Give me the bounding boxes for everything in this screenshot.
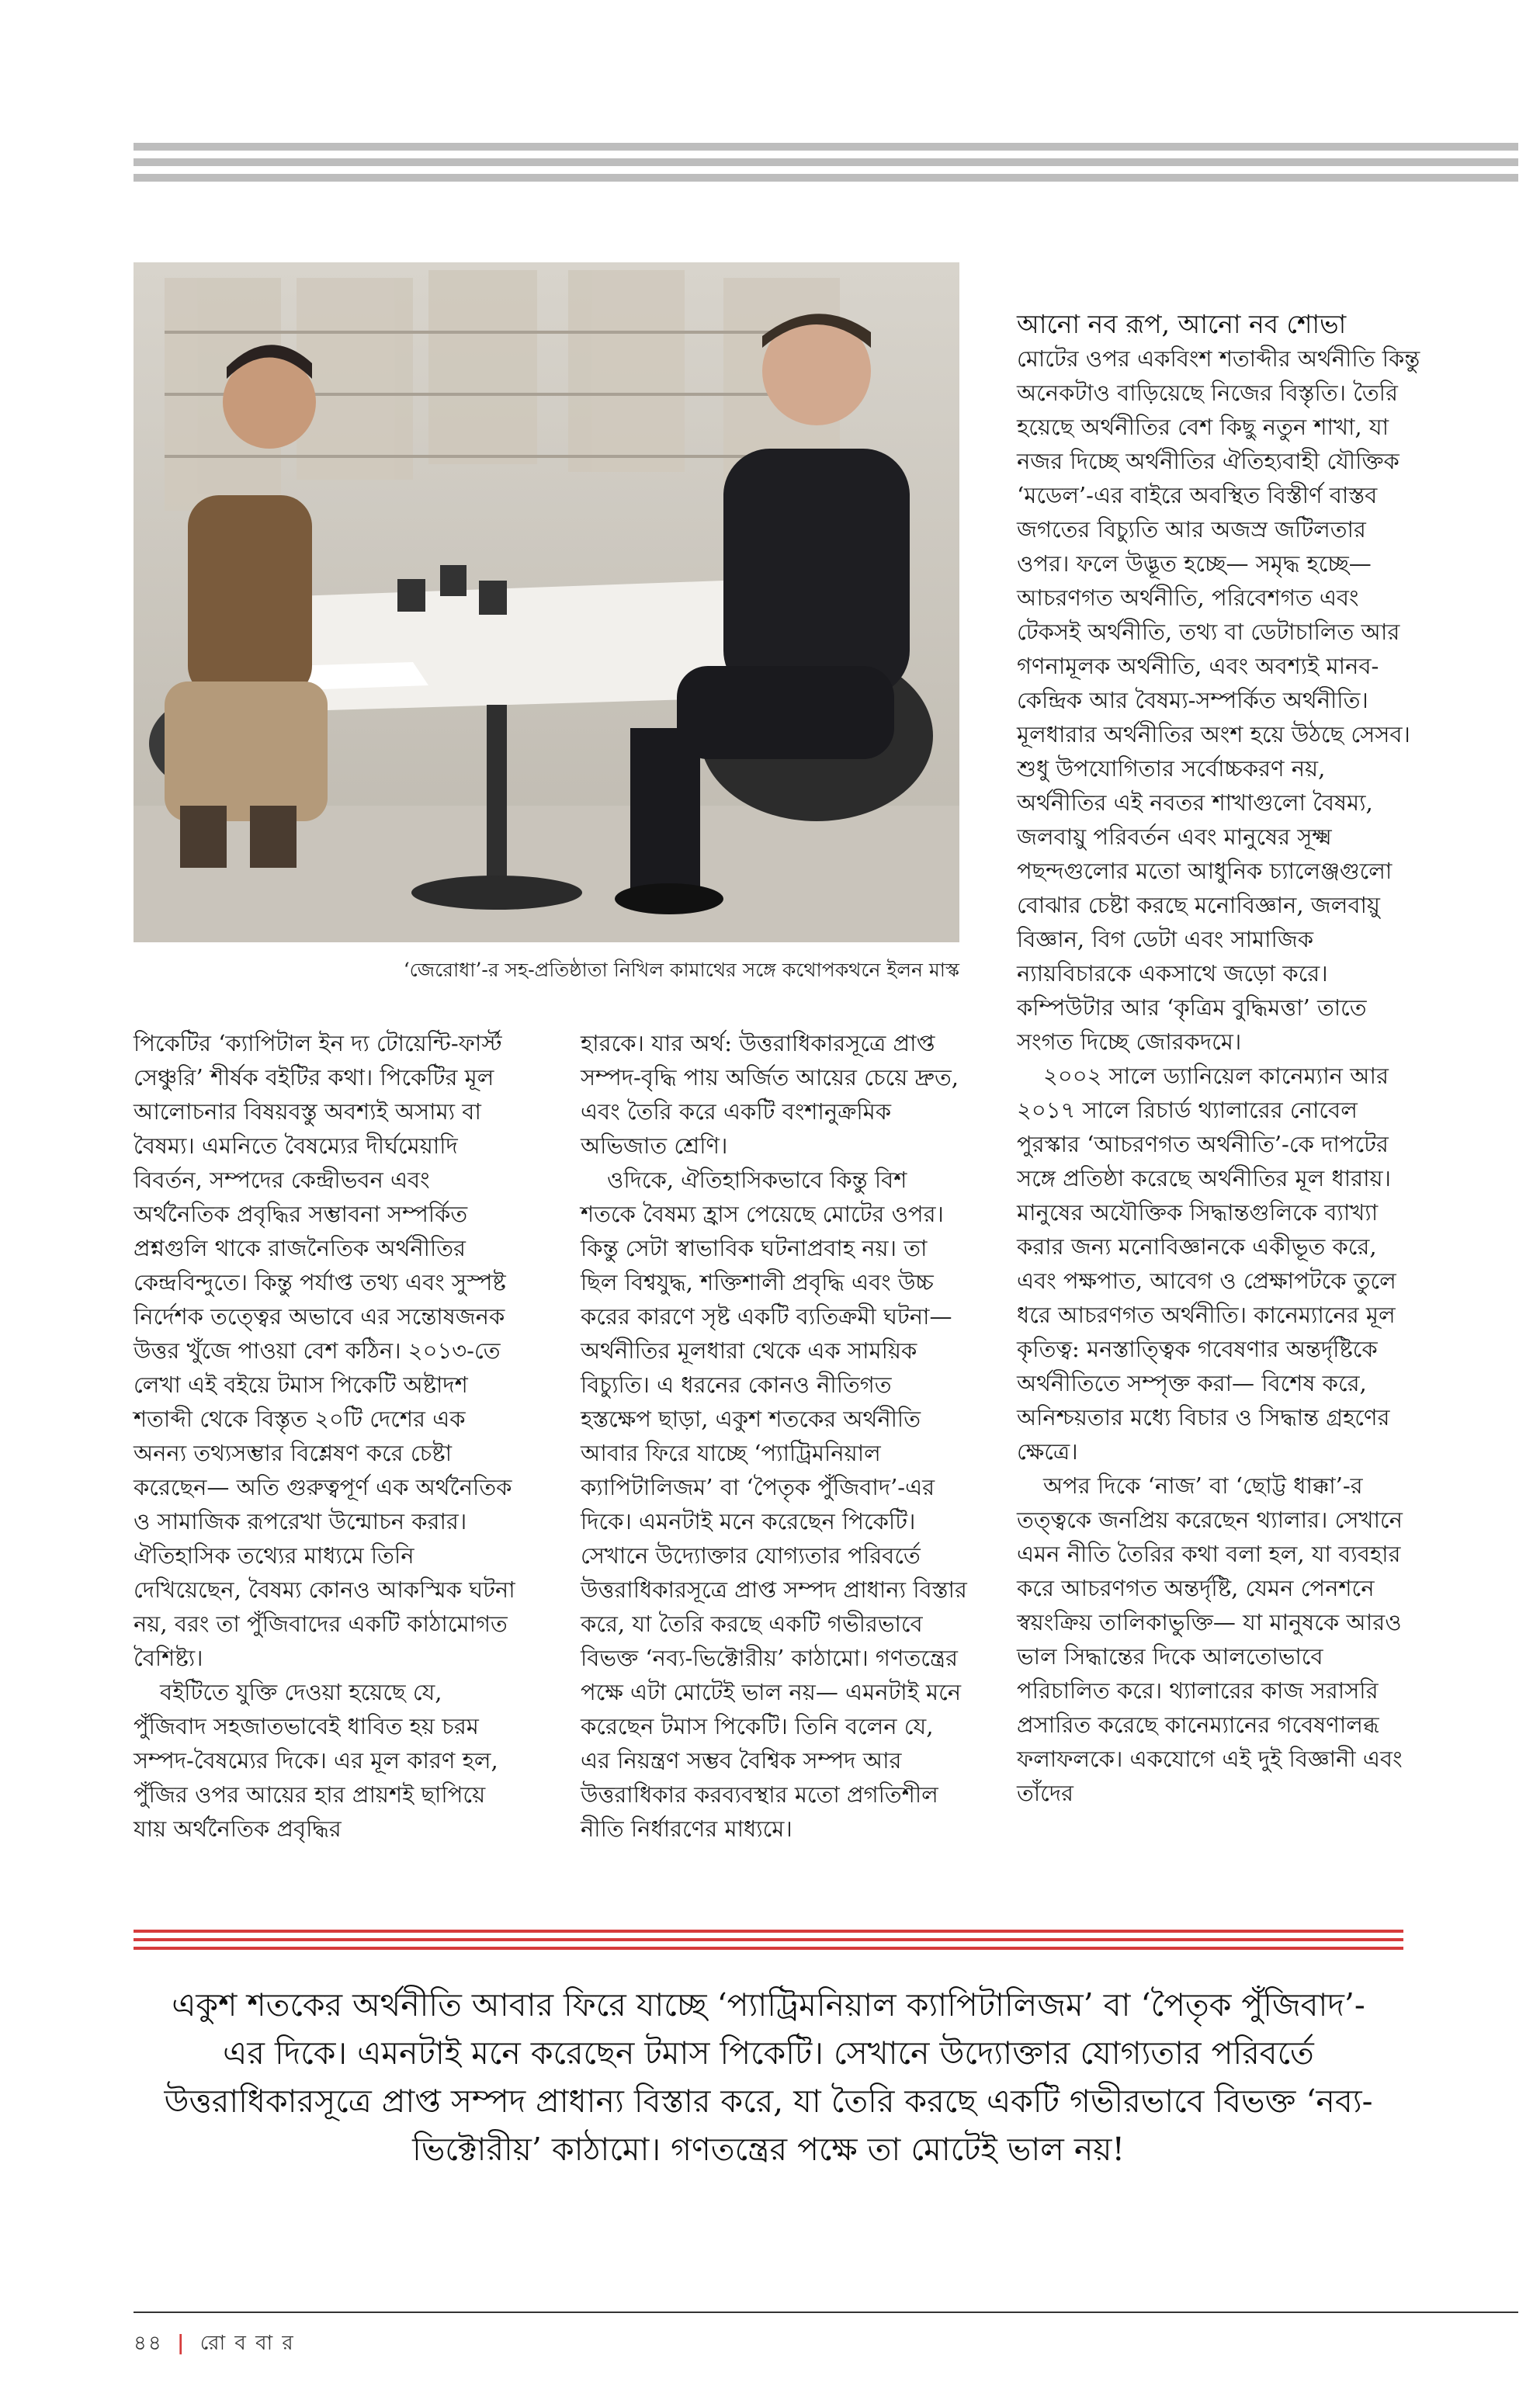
paragraph: অপর দিকে ‘নাজ’ বা ‘ছোট্ট ধাক্কা’-র তত্ত্বকে জনপ্রিয় করেছেন থ্যালার। সেখানে এমন নীতি তৈরির কথা বলা হল, যা ব্যবহার করে আচরণগত অন্তর্দৃষ্টি, যেমন পেনশনে স্বয়ংক্রিয় তালিকাভুক্তি— যা মানুষকে আরও ভাল সিদ্ধান্তের দিকে আলতোভাবে পরিচালিত করে। থ্যালারের কাজ সরাসরি প্রসারিত করেছে কানেম্যানের গবেষণালব্ধ ফলাফলকে। একযোগে এই দুই বিজ্ঞানী এবং তাঁদের	[1017, 1472, 1403, 1806]
footer-separator: |	[177, 2332, 186, 2355]
pull-quote-rules	[134, 1930, 1403, 1955]
interview-photo	[134, 262, 959, 942]
paragraph: হারকে। যার অর্থ: উত্তরাধিকারসূত্রে প্রাপ্ত সম্পদ-বৃদ্ধি পায় অর্জিত আয়ের চেয়ে দ্রুত, এবং তৈরি করে একটি বংশানুক্রমিক অভিজাত শ্রেণি।	[581, 1030, 959, 1159]
paragraph: ২০০২ সালে ড্যানিয়েল কানেম্যান আর ২০১৭ সালে রিচার্ড থ্যালারের নোবেল পুরস্কার ‘আচরণগত অর্থনীতি’-কে দাপটের সঙ্গে প্রতিষ্ঠা করেছে অর্থনীতির মূল ধারায়। মানুষের অযৌক্তিক সিদ্ধান্তগুলিকে ব্যাখ্যা করার জন্য মনোবিজ্ঞানকে একীভূত করে, এবং পক্ষপাত, আবেগ ও প্রেক্ষাপটকে তুলে ধরে আচরণগত অর্থনীতি। কানেম্যানের মূল কৃতিত্ব: মনস্তাত্ত্বিক গবেষণার অন্তর্দৃষ্টিকে অর্থনীতিতে সম্পৃক্ত করা— বিশেষ করে, অনিশ্চয়তার মধ্যে বিচার ও সিদ্ধান্ত গ্রহণের ক্ষেত্রে।	[1017, 1063, 1396, 1465]
paragraph: মোটের ওপর একবিংশ শতাব্দীর অর্থনীতি কিন্তু অনেকটাও বাড়িয়েছে নিজের বিস্তৃতি। তৈরি হয়েছে অর্থনীতির বেশ কিছু নতুন শাখা, যা নজর দিচ্ছে অর্থনীতির ঐতিহ্যবাহী যৌক্তিক ‘মডেল’-এর বাইরে অবস্থিত বিস্তীর্ণ বাস্তব জগতের বিচ্যুতি আর অজস্র জটিলতার ওপর। ফলে উদ্ভূত হচ্ছে— সমৃদ্ধ হচ্ছে— আচরণগত অর্থনীতি, পরিবেশগত এবং টেকসই অর্থনীতি, তথ্য বা ডেটাচালিত আর গণনামূলক অর্থনীতি, এবং অবশ্যই মানব-কেন্দ্রিক আর বৈষম্য-সম্পর্কিত অর্থনীতি। মূলধারার অর্থনীতির অংশ হয়ে উঠছে সেসব। শুধু উপযোগিতার সর্বোচ্চকরণ নয়, অর্থনীতির এই নবতর শাখাগুলো বৈষম্য, জলবায়ু পরিবর্তন এবং মানুষের সূক্ষ্ম পছন্দগুলোর মতো আধুনিক চ্যালেঞ্জগুলো বোঝার চেষ্টা করছে মনোবিজ্ঞান, জলবায়ু বিজ্ঞান, বিগ ডেটা এবং সামাজিক ন্যায়বিচারকে একসাথে জড়ো করে। কম্পিউটার আর ‘কৃত্রিম বুদ্ধিমত্তা’ তাতে সংগত দিচ্ছে জোরকদমে।	[1017, 345, 1420, 1055]
footer-rule	[134, 2311, 1518, 2313]
magazine-name: রো ব বা র	[199, 2332, 295, 2355]
page-footer	[134, 2327, 295, 2361]
paragraph: বইটিতে যুক্তি দেওয়া হয়েছে যে, পুঁজিবাদ সহজাতভাবেই ধাবিত হয় চরম সম্পদ-বৈষম্যের দিকে। এর মূল কারণ হল, পুঁজির ওপর আয়ের হার প্রায়শই ছাপিয়ে যায় অর্থনৈতিক প্রবৃদ্ধির	[134, 1679, 498, 1842]
paragraph: পিকেটির ‘ক্যাপিটাল ইন দ্য টোয়েন্টি-ফার্স্ট সেঞ্চুরি’ শীর্ষক বইটির কথা। পিকেটির মূল আলোচনার বিষয়বস্তু অবশ্যই অসাম্য বা বৈষম্য। এমনিতে বৈষম্যের দীর্ঘমেয়াদি বিবর্তন, সম্পদের কেন্দ্রীভবন এবং অর্থনৈতিক প্রবৃদ্ধির সম্ভাবনা সম্পর্কিত প্রশ্নগুলি থাকে রাজনৈতিক অর্থনীতির কেন্দ্রবিন্দুতে। কিন্তু পর্যাপ্ত তথ্য এবং সুস্পষ্ট নির্দেশক তত্ত্বের অভাবে এর সন্তোষজনক উত্তর খুঁজে পাওয়া বেশ কঠিন। ২০১৩-তে লেখা এই বইয়ে টমাস পিকেটি অষ্টাদশ শতাব্দী থেকে বিস্তৃত ২০টি দেশের এক অনন্য তথ্যসম্ভার বিশ্লেষণ করে চেষ্টা করেছেন— অতি গুরুত্বপূর্ণ এক অর্থনৈতিক ও সামাজিক রূপরেখা উন্মোচন করার। ঐতিহাসিক তথ্যের মাধ্যমে তিনি দেখিয়েছেন, বৈষম্য কোনও আকস্মিক ঘটনা নয়, বরং তা পুঁজিবাদের একটি কাঠামোগত বৈশিষ্ট্য।	[134, 1030, 515, 1671]
body-column-3	[1017, 307, 1420, 1810]
pull-quote: একুশ শতকের অর্থনীতি আবার ফিরে যাচ্ছে ‘প্যাট্রিমনিয়াল ক্যাপিটালিজম’ বা ‘পৈতৃক পুঁজিবাদ’-এর দিকে। এমনটাই মনে করেছেন টমাস পিকেটি। সেখানে উদ্যোক্তার যোগ্যতার পরিবর্তে উত্তরাধিকারসূত্রে প্রাপ্ত সম্পদ প্রাধান্য বিস্তার করে, যা তৈরি করছে একটি গভীরভাবে বিভক্ত ‘নব্য-ভিক্টোরীয়’ কাঠামো। গণতন্ত্রের পক্ষে তা মোটেই ভাল নয়!	[164, 1986, 1373, 2168]
interview-illustration	[134, 262, 959, 942]
paragraph: ওদিকে, ঐতিহাসিকভাবে কিন্তু বিশ শতকে বৈষম্য হ্রাস পেয়েছে মোটের ওপর। কিন্তু সেটা স্বাভাবিক ঘটনাপ্রবাহ নয়। তা ছিল বিশ্বযুদ্ধ, শক্তিশালী প্রবৃদ্ধি এবং উচ্চ করের কারণে সৃষ্ট একটি ব্যতিক্রমী ঘটনা— অর্থনীতির মূলধারা থেকে এক সাময়িক বিচ্যুতি। এ ধরনের কোনও নীতিগত হস্তক্ষেপ ছাড়া, একুশ শতকের অর্থনীতি আবার ফিরে যাচ্ছে ‘প্যাট্রিমনিয়াল ক্যাপিটালিজম’ বা ‘পৈতৃক পুঁজিবাদ’-এর দিকে। এমনটাই মনে করেছেন পিকেটি। সেখানে উদ্যোক্তার যোগ্যতার পরিবর্তে উত্তরাধিকারসূত্রে প্রাপ্ত সম্পদ প্রাধান্য বিস্তার করে, যা তৈরি করছে একটি গভীরভাবে বিভক্ত ‘নব্য-ভিক্টোরীয়’ কাঠামো। গণতন্ত্রের পক্ষে এটা মোটেই ভাল নয়— এমনটাই মনে করেছেন টমাস পিকেটি। তিনি বলেন যে, এর নিয়ন্ত্রণ সম্ভব বৈশ্বিক সম্পদ আর উত্তরাধিকার করব্যবস্থার মতো প্রগতিশীল নীতি নির্ধারণের মাধ্যমে।	[581, 1167, 967, 1842]
section-subheading: আনো নব রূপ, আনো নব শোভা	[1017, 309, 1347, 339]
top-decorative-rules	[134, 143, 1518, 189]
page-number: ৪৪	[134, 2332, 163, 2355]
body-column-1	[134, 1026, 522, 1846]
body-column-2	[581, 1026, 969, 1846]
photo-caption: ‘জেরোধা’-র সহ-প্রতিষ্ঠাতা নিখিল কামাথের সঙ্গে কথোপকথনে ইলন মাস্ক	[403, 959, 959, 981]
